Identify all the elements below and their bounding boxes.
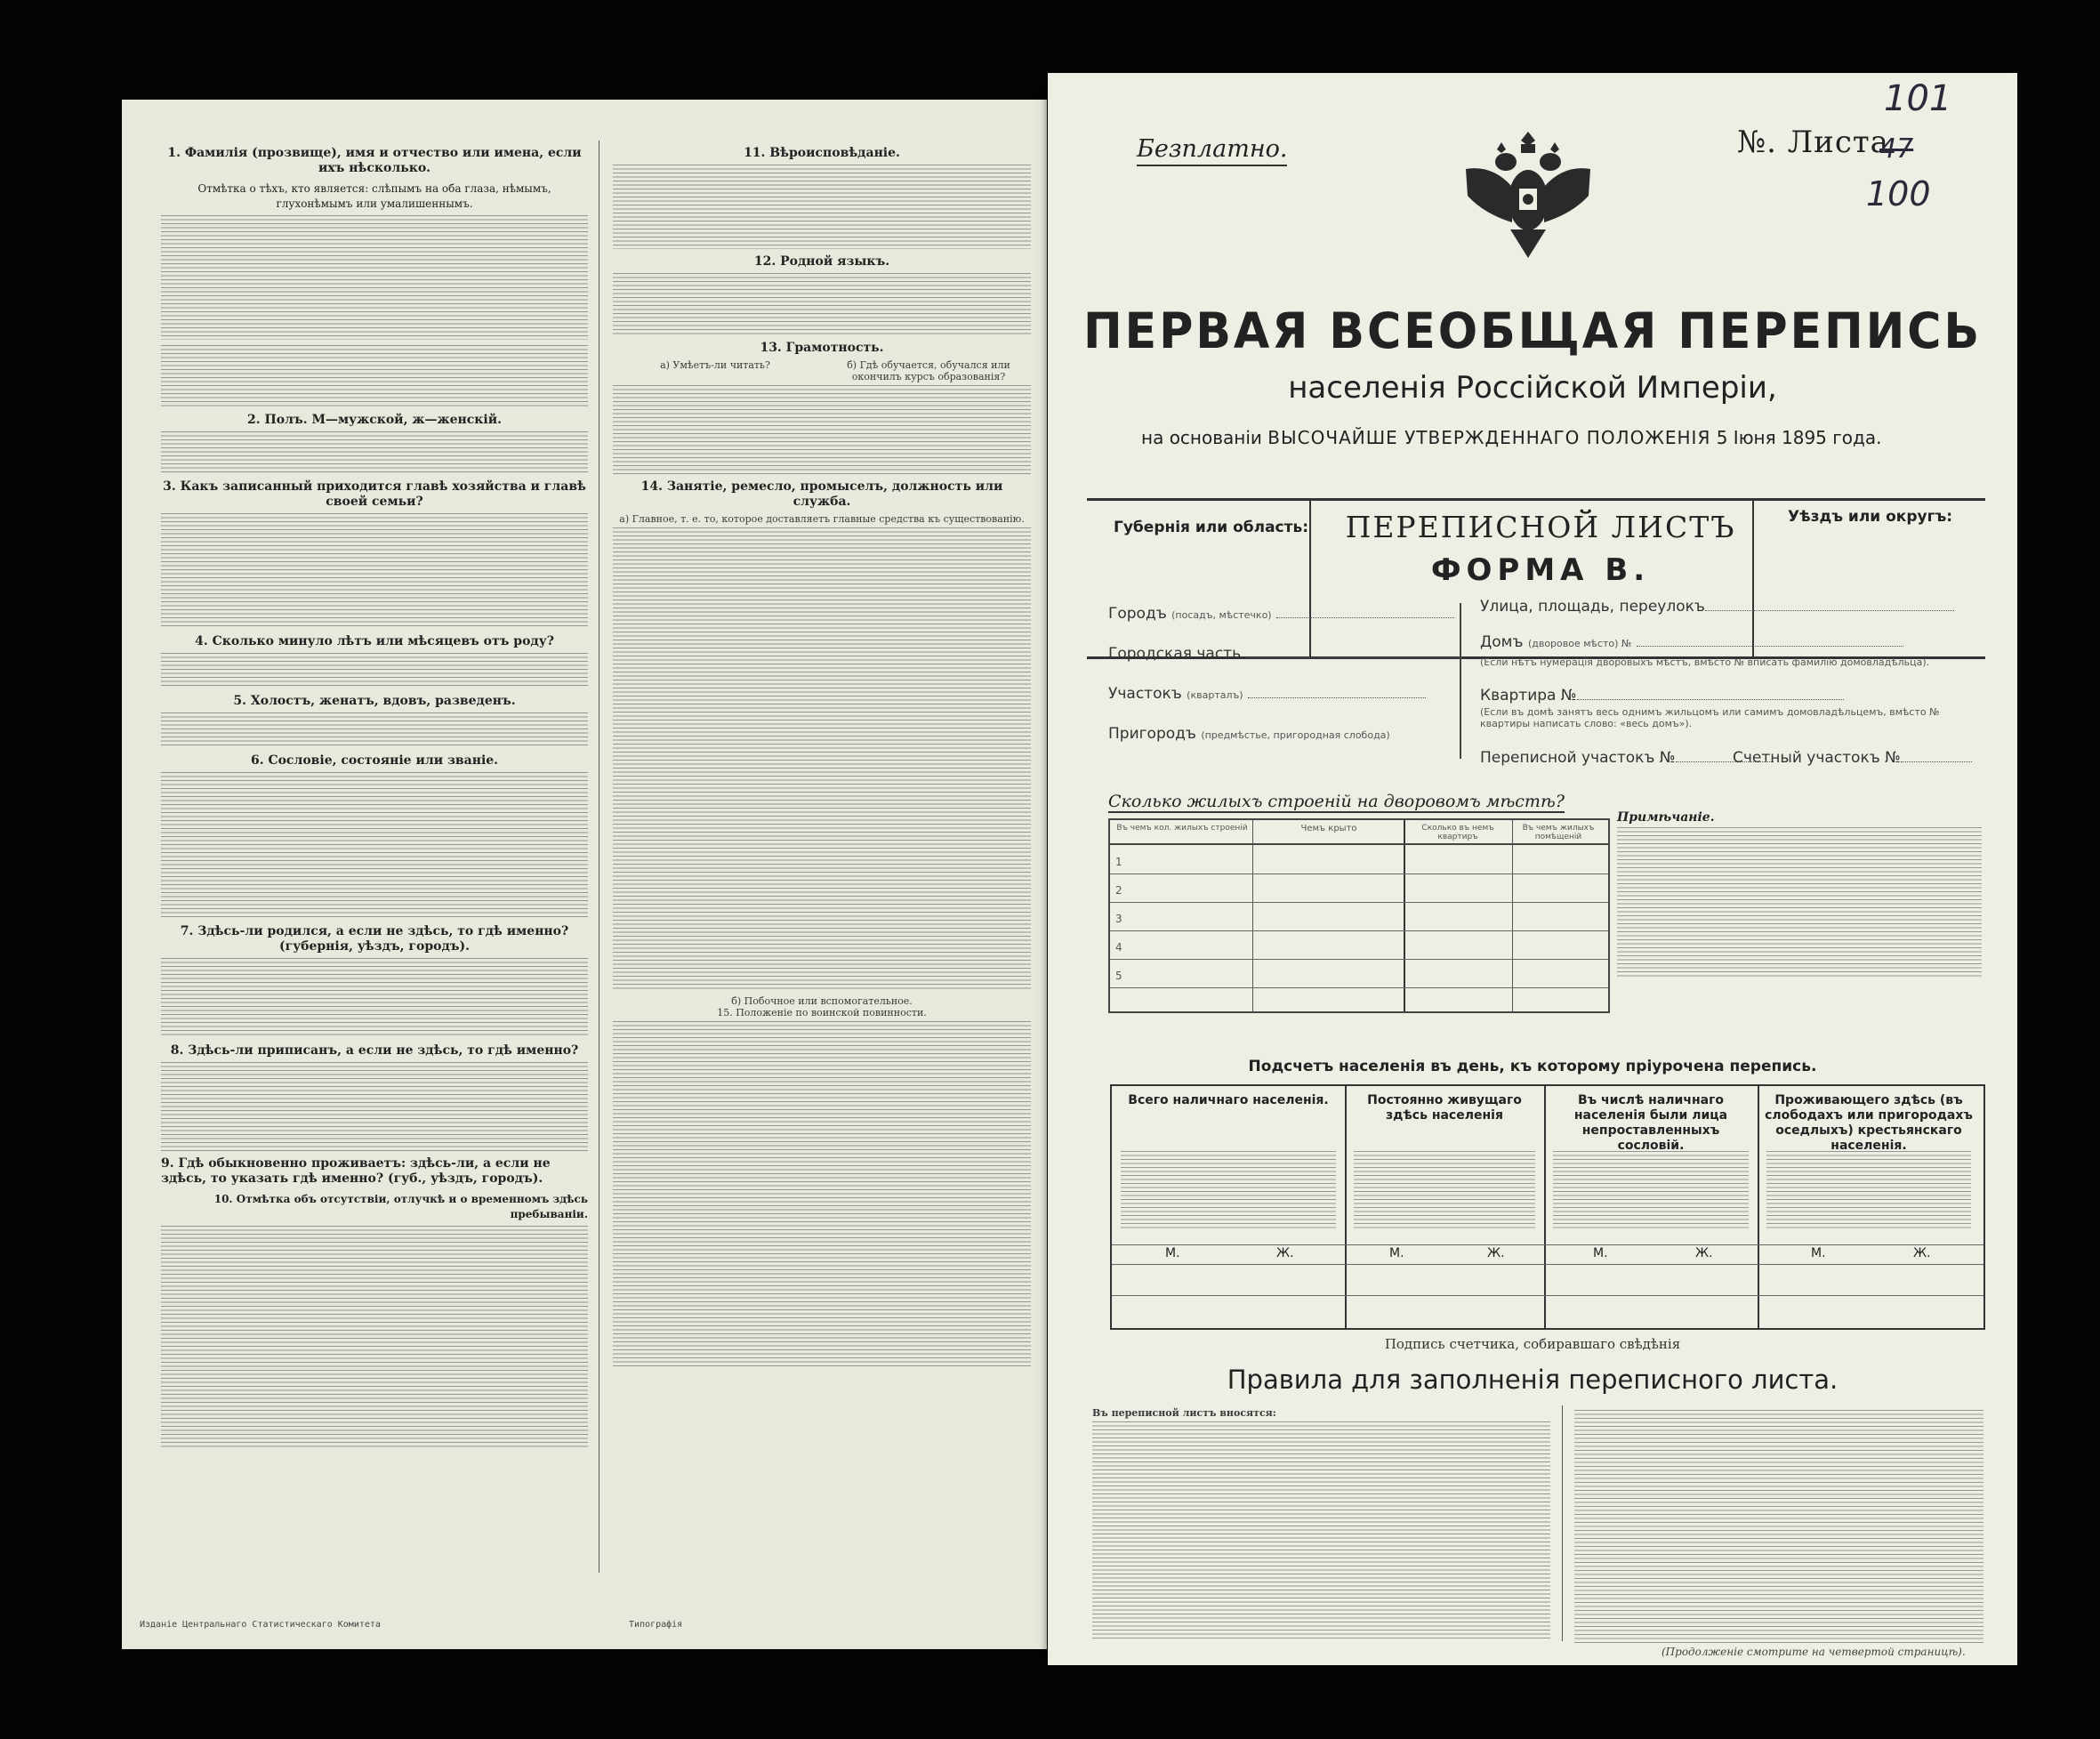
rules-first-line: Въ переписной листъ вносятся: (1092, 1407, 1276, 1419)
heading-14: 14. Занятіе, ремесло, промыселъ, должность или служба. (640, 479, 1003, 509)
count-column: Постоянно живущаго здѣсь населенія М. Ж. (1345, 1086, 1546, 1328)
bld-header: Сколько въ немъ квартиръ (1421, 824, 1494, 841)
body-text (161, 345, 588, 407)
heading-13: 13. Грамотность. (760, 341, 884, 355)
bld-header: Въ чемъ кол. жилыхъ строеній (1116, 824, 1248, 833)
continuation-note: (Продолженіе смотрите на четвертой страницѣ). (1661, 1646, 1966, 1658)
bld-row-number: 5 (1115, 970, 1122, 982)
rules-divider (1562, 1405, 1563, 1641)
heading-7: 7. Здѣсь-ли родился, а если не здѣсь, то гдѣ именно? (губернія, уѣздъ, городъ). (180, 924, 569, 954)
body-text (613, 165, 1031, 249)
body-text (161, 215, 588, 340)
heading-14a: а) Главное, т. е. то, которое доставляетъ главные средства къ существованію. (619, 513, 1025, 525)
heading-8: 8. Здѣсь-ли приписанъ, а если не здѣсь, то гдѣ именно? (170, 1043, 579, 1058)
apartment-aside: (Если въ домѣ занятъ весь однимъ жильцомъ или самимъ домовладѣльцемъ, вмѣсто № квартиры написать слово: «весь домъ»). (1480, 706, 1940, 729)
left-column-1 (161, 141, 588, 1453)
body-text (613, 527, 1031, 990)
heading-5: 5. Холостъ, женатъ, вдовъ, разведенъ. (233, 694, 516, 708)
heading-6: 6. Сословіе, состояніе или званіе. (250, 753, 499, 768)
heading-4: 4. Сколько минуло лѣтъ или мѣсяцевъ отъ роду? (195, 634, 554, 648)
heading-2: 2. Полъ. М—мужской, ж—женскій. (247, 413, 502, 427)
heading-9: 9. Гдѣ обыкновенно проживаетъ: здѣсь-ли, а если не здѣсь, то указать гдѣ именно? (губ., уѣздъ, городъ). (161, 1156, 551, 1186)
body-text (161, 772, 588, 919)
rules-column-1 (1092, 1407, 1550, 1645)
legal-basis (1141, 427, 1942, 448)
addr-census-district: Переписной участокъ № (1480, 749, 1774, 767)
gubernia-label: Губернія или область: (1114, 519, 1309, 536)
addr-precinct: Участокъ (кварталъ) (1108, 685, 1426, 703)
body-text (161, 431, 588, 474)
body-text (161, 653, 588, 688)
handwritten-number: 47 (1879, 133, 1914, 165)
body-text (161, 1062, 588, 1151)
heading-15: 15. Положеніе по воинской повинности. (717, 1007, 927, 1018)
sheet-number-label: №. Листа (1737, 125, 1889, 160)
note-block (1617, 808, 1982, 984)
note-label: Примѣчаніе. (1617, 810, 1715, 825)
population-count-table (1110, 1084, 1985, 1330)
basis-prefix: на основаніи (1141, 427, 1262, 448)
imprint-right: Типографія (629, 1620, 683, 1630)
document-subtitle: населенія Россійской Имперіи, (1288, 370, 1777, 406)
body-text (161, 958, 588, 1038)
handwritten-number: 101 (1884, 78, 1952, 119)
bld-row-number: 1 (1115, 856, 1122, 868)
body-text (161, 713, 588, 748)
basis-date: 5 Іюня 1895 года. (1716, 427, 1882, 448)
note-text (1617, 827, 1982, 978)
double-headed-eagle-icon (1457, 125, 1599, 267)
body-text (161, 513, 588, 629)
house-aside: (Если нѣтъ нумерація дворовыхъ мѣстъ, вмѣсто № вписать фамилію домовладѣльца). (1480, 656, 1930, 668)
heading-10: 10. Отмѣтка объ отсутствіи, отлучкѣ и о временномъ здѣсь пребываніи. (213, 1193, 588, 1220)
count-column: Въ числѣ наличнаго населенія были лица непроставленныхъ сословій. М. Ж. (1544, 1086, 1759, 1328)
heading-11: 11. Вѣроисповѣданіе. (744, 146, 900, 160)
document-title: ПЕРВАЯ ВСЕОБЩАЯ ПЕРЕПИСЬ (1082, 302, 1983, 359)
right-page (1048, 73, 2017, 1665)
buildings-table (1108, 818, 1610, 1013)
addr-city: Городъ (посадъ, мѣстечко) (1108, 605, 1454, 623)
addr-city-part: Городская часть (1108, 645, 1460, 663)
addr-apartment: Квартира № (1480, 687, 1844, 704)
heading-14b: б) Побочное или вспомогательное. (731, 995, 913, 1007)
uezd-label: Уѣздъ или округъ: (1788, 508, 1953, 526)
rules-text (1574, 1410, 1983, 1643)
addr-house: Домъ (дворовое мѣсто) № (1480, 633, 1903, 651)
form-title: ПЕРЕПИСНОЙ ЛИСТЪ (1345, 510, 1736, 544)
buildings-question: Сколько жилыхъ строеній на дворовомъ мѣстѣ? (1108, 792, 1565, 811)
bld-row-number: 3 (1115, 913, 1122, 925)
addr-street: Улица, площадь, переулокъ (1480, 598, 1954, 616)
bld-header: Въ чемъ жилыхъ помѣщеній (1522, 824, 1595, 841)
rules-text (1092, 1421, 1550, 1639)
addr-suburb: Пригородъ (предмѣстье, пригородная слобода) (1108, 725, 1390, 743)
count-column: Проживающего здѣсь (въ слободахъ или пригородахъ оседлыхъ) крестьянскаго населенія. М. Ж. (1765, 1093, 1973, 1260)
heading-3: 3. Какъ записанный приходится главѣ хозяйства и главѣ своей семьи? (163, 479, 586, 509)
body-text (613, 385, 1031, 474)
count-column: Всего наличнаго населенія. М. Ж. (1112, 1086, 1347, 1328)
body-text (613, 273, 1031, 335)
basis-caps: ВЫСОЧАЙШЕ УТВЕРЖДЕННАГО ПОЛОЖЕНІЯ (1267, 427, 1711, 448)
bld-header: Чемъ крыто (1300, 824, 1357, 833)
rules-heading: Правила для заполненія переписного листа. (1227, 1365, 1839, 1395)
body-text (161, 1226, 588, 1448)
heading-1: 1. Фамилія (прозвище), имя и отчество или имена, если ихъ нѣсколько. (167, 146, 582, 175)
signature-line: Подпись счетчика, собиравшаго свѣдѣнія (1384, 1336, 1681, 1352)
left-page (122, 100, 1047, 1649)
bld-row-number: 4 (1115, 941, 1122, 954)
imprint-left: Изданіе Центральнаго Статистическаго Комитета (140, 1620, 381, 1630)
count-heading: Подсчетъ населенія въ день, къ которому пріурочена перепись. (1248, 1058, 1817, 1075)
body-text (613, 1021, 1031, 1368)
gubernia-box (1087, 501, 1311, 656)
heading-13b: б) Гдѣ обучается, обучался или окончилъ курсъ образованія? (847, 359, 1010, 382)
bld-row-number: 2 (1115, 884, 1122, 897)
addr-counting-district: Счетный участокъ № (1733, 749, 1972, 767)
handwritten-number: 100 (1866, 174, 1931, 213)
form-name: ФОРМА В. (1430, 552, 1651, 588)
heading-12: 12. Родной языкъ. (753, 254, 890, 269)
heading-1b: Отмѣтка о тѣхъ, кто является: слѣпымъ на оба глаза, нѣмымъ, глухонѣмымъ или умалишеннымъ. (197, 182, 551, 210)
left-column-2 (613, 141, 1031, 1373)
rules-column-2 (1574, 1407, 1983, 1648)
free-label: Безплатно. (1137, 135, 1287, 166)
address-divider (1460, 603, 1461, 759)
heading-13a: а) Умѣетъ-ли читать? (660, 359, 770, 371)
